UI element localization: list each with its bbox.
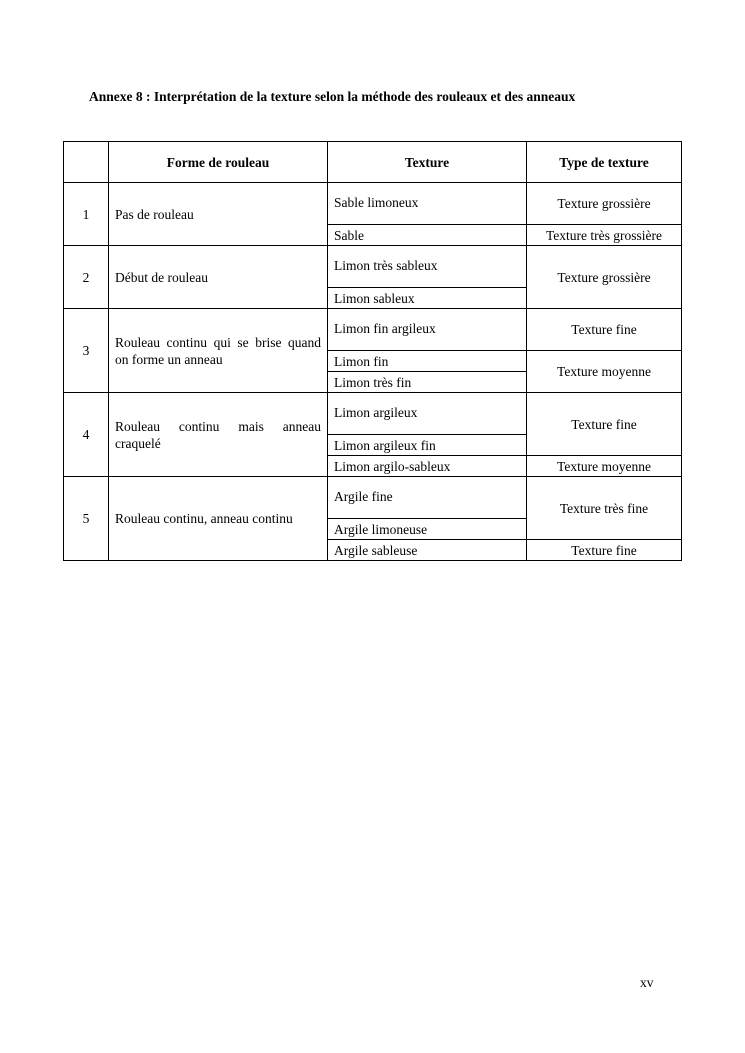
header-texture: Texture [328, 142, 527, 183]
texture-cell: Argile fine [328, 477, 527, 519]
page-number: xv [640, 975, 654, 990]
texture-table [63, 141, 682, 561]
texture-type: Texture très grossière [527, 225, 682, 246]
roll-form: Rouleau continu mais anneau craquelé [109, 393, 328, 477]
row-number: 3 [64, 309, 109, 393]
page-title: Annexe 8 : Interprétation de la texture selon la méthode des rouleaux et des anneaux [89, 89, 576, 104]
texture-type: Texture fine [527, 309, 682, 351]
texture-cell: Sable [328, 225, 527, 246]
table-header-row [64, 142, 682, 183]
texture-cell: Limon très sableux [328, 246, 527, 288]
row-number: 5 [64, 477, 109, 561]
header-type: Type de texture [527, 142, 682, 183]
table-row [64, 183, 682, 225]
texture-cell: Argile sableuse [328, 540, 527, 561]
texture-type: Texture moyenne [527, 456, 682, 477]
texture-type: Texture fine [527, 540, 682, 561]
row-number: 2 [64, 246, 109, 309]
texture-type: Texture grossière [527, 246, 682, 309]
header-forme: Forme de rouleau [109, 142, 328, 183]
texture-type: Texture grossière [527, 183, 682, 225]
texture-cell: Sable limoneux [328, 183, 527, 225]
roll-form: Pas de rouleau [109, 183, 328, 246]
table-row [64, 393, 682, 435]
texture-cell: Limon argileux fin [328, 435, 527, 456]
row-number: 4 [64, 393, 109, 477]
texture-cell: Argile limoneuse [328, 519, 527, 540]
roll-form: Rouleau continu, anneau continu [109, 477, 328, 561]
texture-cell: Limon sableux [328, 288, 527, 309]
table-row [64, 309, 682, 351]
table-row [64, 477, 682, 519]
texture-type: Texture fine [527, 393, 682, 456]
texture-cell: Limon fin [328, 351, 527, 372]
roll-form: Rouleau continu qui se brise quand on forme un anneau [109, 309, 328, 393]
header-num [64, 142, 109, 183]
texture-cell: Limon fin argileux [328, 309, 527, 351]
row-number: 1 [64, 183, 109, 246]
roll-form: Début de rouleau [109, 246, 328, 309]
table-row [64, 246, 682, 288]
texture-cell: Limon très fin [328, 372, 527, 393]
texture-type: Texture moyenne [527, 351, 682, 393]
texture-cell: Limon argileux [328, 393, 527, 435]
texture-cell: Limon argilo-sableux [328, 456, 527, 477]
texture-type: Texture très fine [527, 477, 682, 540]
